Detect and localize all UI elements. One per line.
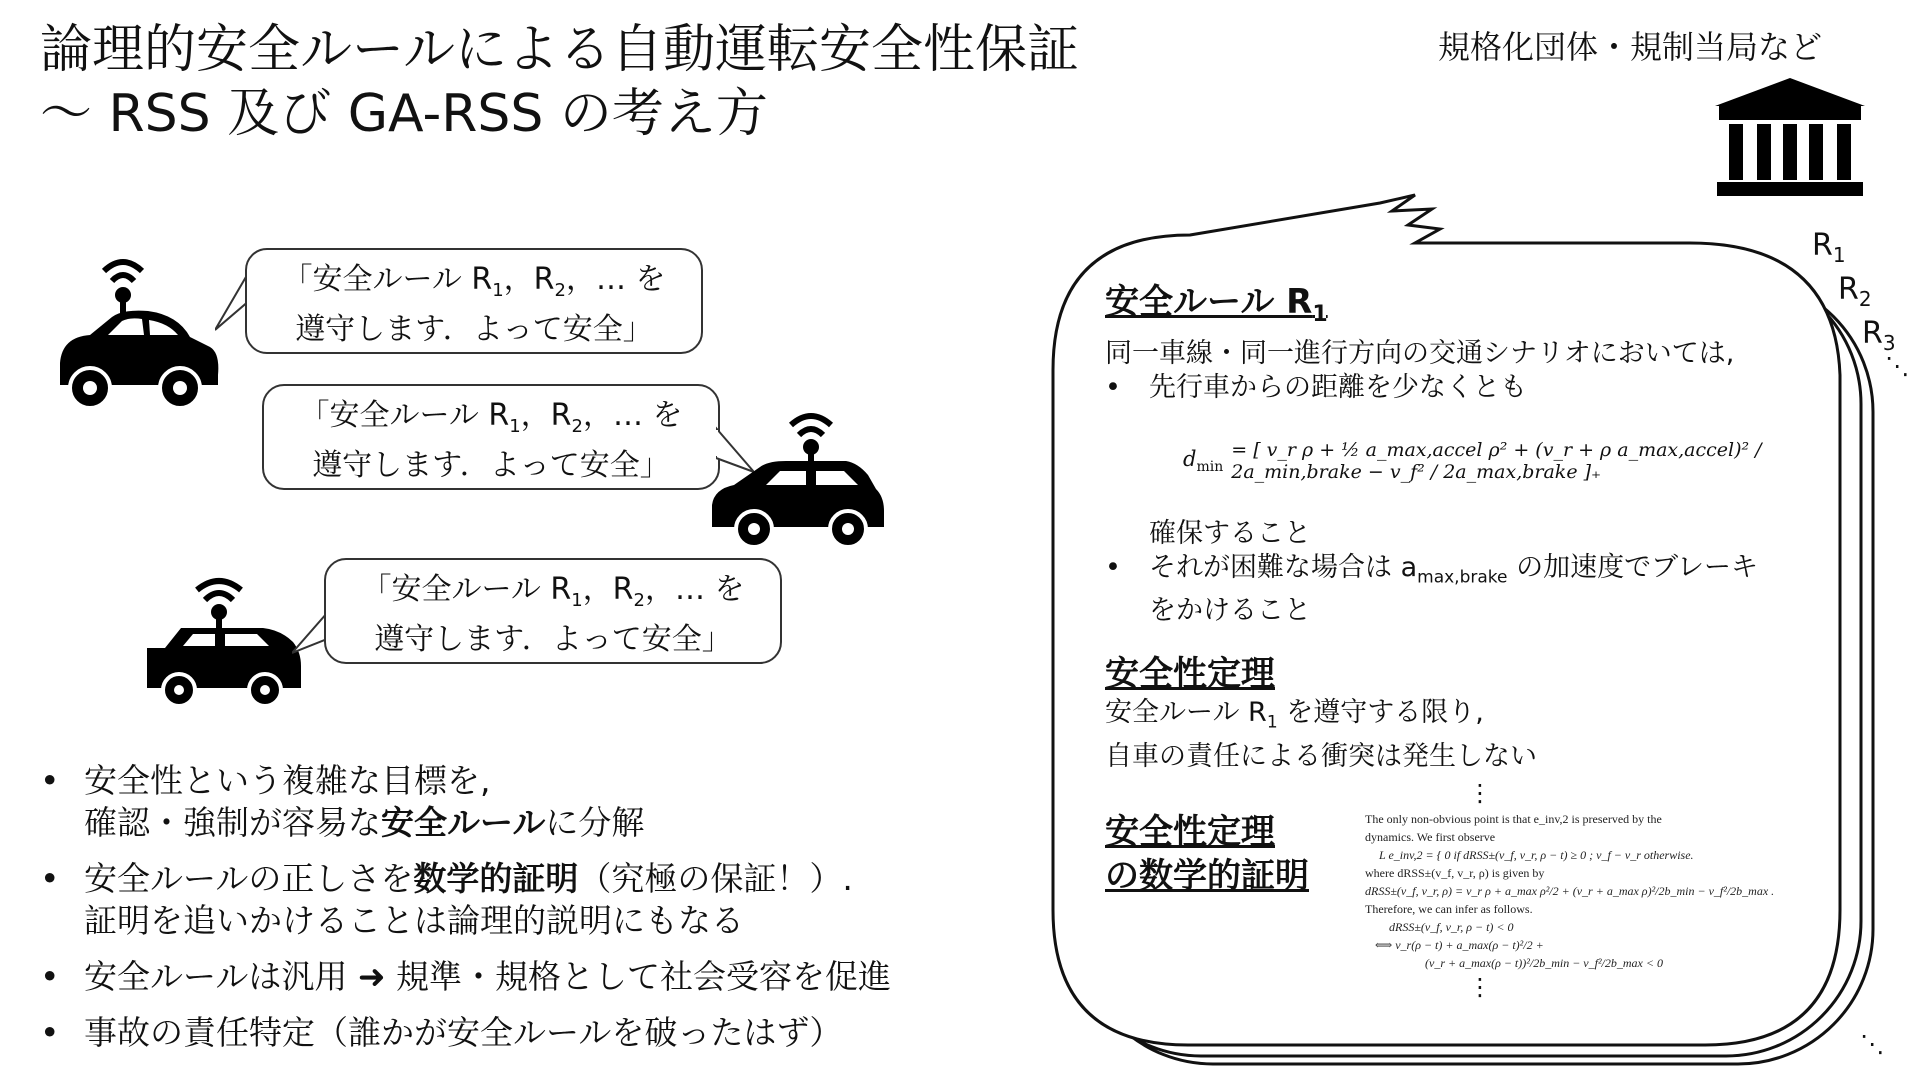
rule-label-text: R xyxy=(1838,272,1859,307)
rule-card xyxy=(1105,280,1855,1000)
formula-rhs: = [ v_r ρ + ½ a_max,accel ρ² + (v_r + ρ a_max,accel)² / 2a_min,brake − v_f² / 2a_max,brake ]₊ xyxy=(1231,438,1762,483)
bullet-emphasis: 数学的証明 xyxy=(413,859,579,898)
rule-stack-ellipsis-bottom: ⋱ xyxy=(1860,1030,1884,1058)
bubble-text: 遵守します．よって安全」 xyxy=(374,622,732,657)
bubble-text: 「安全ルール R xyxy=(282,262,493,297)
bubble-text: ，… を xyxy=(645,572,745,607)
speech-bubble-car-2 xyxy=(262,384,720,490)
rule-label-r1 xyxy=(1812,228,1846,267)
title-line-2: 〜 RSS 及び GA-RSS の考え方 xyxy=(40,84,768,144)
bullet-text: • 安全性という複雑な目標を, xyxy=(84,761,491,800)
bubble-tail xyxy=(292,605,327,665)
proof-section xyxy=(1105,810,1855,972)
bubble-text: ，R xyxy=(582,572,634,607)
bullet-item xyxy=(40,956,891,998)
theorem-text: を遵守する限り, xyxy=(1277,697,1484,729)
proof-line: dynamics. We first observe xyxy=(1365,829,1496,844)
proof-line: ⟺ v_r(ρ − t) + a_max(ρ − t)²/2 + xyxy=(1375,937,1544,952)
bullet-text: （究極の保証！）. xyxy=(578,859,853,898)
speech-bubble-car-3 xyxy=(324,558,782,664)
rule-bullet-1: • 先行車からの距離を少なくとも xyxy=(1105,371,1855,405)
bubble-text: ，… を xyxy=(566,262,666,297)
bubble-text: 「安全ルール R xyxy=(361,572,572,607)
subscript: 1 xyxy=(509,416,521,437)
bubble-text: ，… を xyxy=(583,398,683,433)
proof-line: Therefore, we can infer as follows. xyxy=(1365,901,1533,916)
subscript: 1 xyxy=(492,280,504,301)
subscript: 2 xyxy=(554,280,566,301)
vertical-ellipsis: ⋮ xyxy=(1468,972,1492,1001)
rule-bullet-text: の加速度でブレーキ xyxy=(1507,551,1758,583)
proof-heading-line: 安全性定理 xyxy=(1105,811,1275,852)
car-antenna-icon xyxy=(145,570,305,710)
formula-lhs xyxy=(1183,447,1223,475)
bullet-text: 確認・強制が容易な xyxy=(84,803,381,842)
rule-label-r3 xyxy=(1862,316,1896,355)
slide-title xyxy=(40,18,1079,146)
rule-bullet-text: それが困難な場合は a xyxy=(1149,551,1418,583)
theorem-heading: 安全性定理 xyxy=(1105,654,1275,695)
subscript: max,brake xyxy=(1417,567,1508,588)
bullet-item xyxy=(40,760,891,844)
bubble-text: 遵守します．よって安全」 xyxy=(312,448,670,483)
subscript: 2 xyxy=(1858,287,1872,311)
main-bullet-list xyxy=(40,760,891,1068)
rule-formula xyxy=(1105,405,1855,517)
bullet-text: 証明を追いかけることは論理的説明にもなる xyxy=(84,901,744,940)
proof-heading xyxy=(1105,810,1365,972)
subscript: 3 xyxy=(1882,331,1896,355)
bullet-text: 事故の責任特定（誰かが安全ルールを破ったはず） xyxy=(84,1013,843,1052)
rule-bullet-2 xyxy=(1105,551,1855,628)
government-building-icon xyxy=(1715,78,1865,196)
rule-after-formula: 確保すること xyxy=(1149,517,1311,549)
car-antenna-icon xyxy=(50,245,225,415)
rule-label-text: R xyxy=(1862,316,1883,351)
bubble-text: ，R xyxy=(503,262,555,297)
proof-line: L e_inv,2 = { 0 if dRSS±(v_f, v_r, ρ − t) ≥ 0 ; v_f − v_r otherwise. xyxy=(1379,847,1694,862)
speech-bubble-car-1 xyxy=(245,248,703,354)
authority-label: 規格化団体・規制当局など xyxy=(1438,28,1823,66)
proof-excerpt xyxy=(1365,810,1775,972)
rule-stack-ellipsis: ⋱ xyxy=(1885,352,1909,380)
subscript: 1 xyxy=(1312,301,1328,327)
title-line-1: 論理的安全ルールによる自動運転安全性保証 xyxy=(40,20,1079,80)
theorem-text: 安全ルール R xyxy=(1105,697,1267,729)
bullet-text: 安全ルールは汎用 ➜ 規準・規格として社会受容を促進 xyxy=(84,957,891,996)
bullet-item xyxy=(40,858,891,942)
proof-line: dRSS±(v_f, v_r, ρ) = v_r ρ + a_max ρ²/2 + (v_r + a_max ρ)²/2b_min − v_f²/2b_max . xyxy=(1365,883,1775,898)
rule-intro: 同一車線・同一進行方向の交通シナリオにおいては, xyxy=(1105,337,1735,369)
theorem-line-2: 自車の責任による衝突は発生しない xyxy=(1105,740,1537,772)
bubble-text: ，R xyxy=(520,398,572,433)
bullet-text: に分解 xyxy=(545,803,645,842)
proof-line: (v_r + a_max(ρ − t))²/2b_min − v_f²/2b_max < 0 xyxy=(1425,955,1663,970)
rule-label-text: R xyxy=(1812,228,1833,263)
bubble-text: 遵守します．よって安全」 xyxy=(295,312,653,347)
car-antenna-icon xyxy=(708,405,888,550)
bullet-emphasis: 安全ルール xyxy=(381,803,546,842)
rule-bullet-text: をかけること xyxy=(1149,595,1311,627)
proof-line: The only non-obvious point is that e_inv,2 is preserved by the xyxy=(1365,811,1662,826)
vertical-ellipsis: ⋮ xyxy=(1468,778,1492,807)
subscript: min xyxy=(1196,458,1224,475)
rule-heading xyxy=(1105,280,1855,337)
theorem-line-1 xyxy=(1105,696,1855,739)
subscript: 2 xyxy=(633,590,645,611)
bullet-item xyxy=(40,1012,891,1054)
subscript: 1 xyxy=(1266,712,1278,733)
subscript: 2 xyxy=(571,416,583,437)
proof-line: where dRSS±(v_f, v_r, ρ) is given by xyxy=(1365,865,1545,880)
formula-lhs-base: d xyxy=(1183,446,1197,471)
subscript: 1 xyxy=(571,590,583,611)
bullet-text: 安全ルールの正しさを xyxy=(84,859,414,898)
bubble-text: 「安全ルール R xyxy=(299,398,510,433)
rule-heading-text: 安全ルール R xyxy=(1105,282,1313,322)
subscript: 1 xyxy=(1832,243,1846,267)
proof-heading-line: の数学的証明 xyxy=(1105,855,1309,896)
proof-line: dRSS±(v_f, v_r, ρ − t) < 0 xyxy=(1389,919,1514,934)
